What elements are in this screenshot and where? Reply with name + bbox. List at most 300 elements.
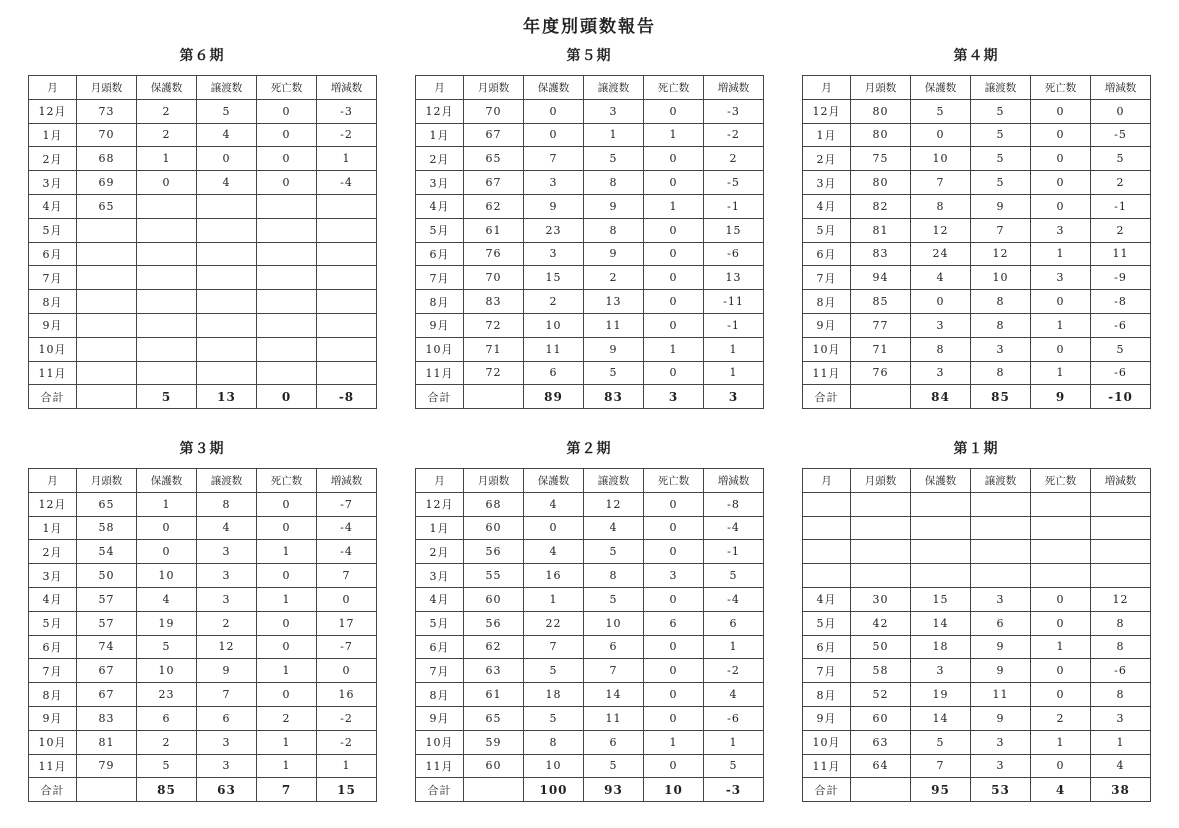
value-cell: -11: [704, 290, 764, 314]
value-cell: 3: [524, 171, 584, 195]
table-row: [416, 659, 764, 683]
table-row: [803, 730, 1151, 754]
month-cell: 2月: [29, 147, 77, 171]
value-cell: 65: [77, 492, 137, 516]
value-cell: 71: [851, 337, 911, 361]
table-row: [29, 123, 377, 147]
value-cell: [197, 242, 257, 266]
month-cell: 4月: [29, 194, 77, 218]
value-cell: 24: [911, 242, 971, 266]
value-cell: [77, 313, 137, 337]
value-cell: [971, 516, 1031, 540]
column-header: 保護数: [137, 76, 197, 100]
value-cell: 5: [1091, 337, 1151, 361]
month-cell: 10月: [803, 730, 851, 754]
period-title: 第５期: [566, 48, 612, 64]
value-cell: 1: [257, 540, 317, 564]
value-cell: 74: [77, 635, 137, 659]
value-cell: 79: [77, 754, 137, 778]
value-cell: 5: [524, 706, 584, 730]
table-row: [416, 611, 764, 635]
value-cell: 0: [317, 659, 377, 683]
value-cell: [197, 290, 257, 314]
value-cell: 3: [197, 730, 257, 754]
value-cell: 8: [1091, 635, 1151, 659]
value-cell: -5: [1091, 123, 1151, 147]
month-cell: 6月: [803, 242, 851, 266]
value-cell: 56: [464, 540, 524, 564]
value-cell: 12: [971, 242, 1031, 266]
column-header: 死亡数: [644, 469, 704, 493]
value-cell: 73: [77, 99, 137, 123]
value-cell: -6: [1091, 313, 1151, 337]
table-row: [29, 290, 377, 314]
month-cell: 10月: [416, 730, 464, 754]
value-cell: 0: [644, 313, 704, 337]
value-cell: 0: [257, 147, 317, 171]
value-cell: [1091, 492, 1151, 516]
page-title: 年度別頭数報告: [523, 17, 656, 37]
month-cell: 6月: [803, 635, 851, 659]
value-cell: 2: [137, 99, 197, 123]
value-cell: [317, 266, 377, 290]
value-cell: -4: [317, 540, 377, 564]
value-cell: 2: [524, 290, 584, 314]
table-row: [416, 147, 764, 171]
value-cell: [77, 242, 137, 266]
value-cell: 4: [524, 492, 584, 516]
value-cell: 62: [464, 194, 524, 218]
value-cell: 0: [524, 123, 584, 147]
month-cell: 11月: [29, 361, 77, 385]
value-cell: -4: [317, 516, 377, 540]
table-row: [803, 337, 1151, 361]
value-cell: -1: [1091, 194, 1151, 218]
value-cell: -2: [317, 730, 377, 754]
value-cell: 9: [584, 242, 644, 266]
month-cell: 1月: [29, 516, 77, 540]
month-cell: 7月: [803, 266, 851, 290]
table-row: [416, 516, 764, 540]
value-cell: 72: [464, 313, 524, 337]
value-cell: 10: [137, 659, 197, 683]
period-title: 第４期: [953, 48, 999, 64]
column-header: 譲渡数: [197, 469, 257, 493]
value-cell: -2: [704, 659, 764, 683]
value-cell: 4: [524, 540, 584, 564]
value-cell: 3: [197, 564, 257, 588]
value-cell: 8: [584, 218, 644, 242]
total-row: [416, 778, 764, 802]
month-cell: 10月: [416, 337, 464, 361]
month-cell: 6月: [29, 635, 77, 659]
month-cell: 3月: [803, 171, 851, 195]
month-cell: 11月: [803, 754, 851, 778]
column-header: 死亡数: [257, 76, 317, 100]
column-header: 月: [416, 76, 464, 100]
value-cell: 6: [137, 706, 197, 730]
total-cell: 7: [257, 778, 317, 802]
value-cell: 14: [911, 706, 971, 730]
total-label: 合計: [416, 385, 464, 409]
table-row: [416, 337, 764, 361]
value-cell: 1: [1031, 361, 1091, 385]
value-cell: 72: [464, 361, 524, 385]
value-cell: 30: [851, 587, 911, 611]
value-cell: 77: [851, 313, 911, 337]
month-cell: [803, 564, 851, 588]
month-cell: [803, 540, 851, 564]
value-cell: 1: [644, 730, 704, 754]
value-cell: [1091, 516, 1151, 540]
period-block: [802, 46, 1150, 409]
total-cell: 38: [1091, 778, 1151, 802]
value-cell: 0: [257, 492, 317, 516]
month-cell: 4月: [803, 587, 851, 611]
value-cell: 67: [77, 683, 137, 707]
value-cell: 0: [1031, 587, 1091, 611]
total-row: [803, 385, 1151, 409]
value-cell: [137, 290, 197, 314]
value-cell: 8: [911, 337, 971, 361]
period-block: [415, 46, 763, 409]
period-title: 第３期: [179, 441, 225, 457]
value-cell: [317, 194, 377, 218]
value-cell: 5: [971, 99, 1031, 123]
column-header: 月: [29, 469, 77, 493]
month-cell: 1月: [416, 516, 464, 540]
value-cell: 0: [137, 516, 197, 540]
value-cell: [77, 290, 137, 314]
value-cell: 0: [257, 123, 317, 147]
month-cell: 9月: [29, 313, 77, 337]
table-row: [416, 540, 764, 564]
column-header: 譲渡数: [197, 76, 257, 100]
value-cell: 4: [137, 587, 197, 611]
value-cell: [971, 492, 1031, 516]
value-cell: 2: [257, 706, 317, 730]
value-cell: 11: [971, 683, 1031, 707]
value-cell: [851, 540, 911, 564]
header-row: [416, 76, 764, 100]
value-cell: 1: [257, 587, 317, 611]
value-cell: [257, 290, 317, 314]
value-cell: 63: [851, 730, 911, 754]
value-cell: 11: [584, 313, 644, 337]
value-cell: [851, 564, 911, 588]
total-cell: 15: [317, 778, 377, 802]
month-cell: 7月: [803, 659, 851, 683]
value-cell: 0: [137, 540, 197, 564]
value-cell: 9: [197, 659, 257, 683]
value-cell: [77, 218, 137, 242]
value-cell: 8: [911, 194, 971, 218]
total-row: [416, 385, 764, 409]
table-row: [29, 194, 377, 218]
value-cell: 50: [77, 564, 137, 588]
total-label: 合計: [29, 778, 77, 802]
value-cell: 0: [257, 516, 317, 540]
value-cell: [197, 313, 257, 337]
table-row: [29, 730, 377, 754]
value-cell: -7: [317, 492, 377, 516]
value-cell: [851, 492, 911, 516]
value-cell: 55: [464, 564, 524, 588]
value-cell: 67: [464, 171, 524, 195]
value-cell: 0: [644, 516, 704, 540]
total-cell: 0: [257, 385, 317, 409]
value-cell: 1: [137, 147, 197, 171]
value-cell: 3: [971, 730, 1031, 754]
value-cell: 3: [1031, 218, 1091, 242]
value-cell: 0: [1031, 147, 1091, 171]
month-cell: 8月: [29, 290, 77, 314]
month-cell: 2月: [416, 540, 464, 564]
month-cell: 12月: [803, 99, 851, 123]
total-cell: 89: [524, 385, 584, 409]
value-cell: 9: [524, 194, 584, 218]
value-cell: 56: [464, 611, 524, 635]
value-cell: 15: [704, 218, 764, 242]
value-cell: 19: [911, 683, 971, 707]
column-header: 月頭数: [77, 469, 137, 493]
column-header: 譲渡数: [584, 76, 644, 100]
value-cell: 6: [197, 706, 257, 730]
value-cell: 8: [1091, 611, 1151, 635]
value-cell: 75: [851, 147, 911, 171]
value-cell: 65: [77, 194, 137, 218]
month-cell: 6月: [416, 242, 464, 266]
value-cell: [1091, 564, 1151, 588]
value-cell: 16: [317, 683, 377, 707]
value-cell: 0: [644, 706, 704, 730]
value-cell: -4: [704, 516, 764, 540]
table-row: [416, 635, 764, 659]
month-cell: 2月: [803, 147, 851, 171]
table-row: [803, 706, 1151, 730]
value-cell: -6: [704, 706, 764, 730]
total-label: 合計: [803, 385, 851, 409]
value-cell: 5: [137, 635, 197, 659]
value-cell: [197, 361, 257, 385]
period-block: [28, 439, 376, 802]
header-row: [416, 469, 764, 493]
value-cell: 3: [1031, 266, 1091, 290]
value-cell: 57: [77, 587, 137, 611]
report-table: [415, 75, 764, 409]
value-cell: [77, 266, 137, 290]
value-cell: 4: [197, 123, 257, 147]
table-row: [416, 587, 764, 611]
period-block: [802, 439, 1150, 802]
total-cell: [464, 778, 524, 802]
value-cell: 1: [1031, 242, 1091, 266]
column-header: 死亡数: [257, 469, 317, 493]
table-row: [416, 266, 764, 290]
value-cell: 70: [464, 99, 524, 123]
value-cell: 7: [524, 635, 584, 659]
column-header: 死亡数: [644, 76, 704, 100]
value-cell: [77, 361, 137, 385]
month-cell: 4月: [416, 194, 464, 218]
value-cell: 0: [257, 171, 317, 195]
value-cell: 5: [971, 147, 1031, 171]
value-cell: 0: [644, 540, 704, 564]
total-cell: [464, 385, 524, 409]
value-cell: [197, 194, 257, 218]
table-row: [803, 361, 1151, 385]
value-cell: 0: [257, 99, 317, 123]
value-cell: [137, 242, 197, 266]
total-cell: -8: [317, 385, 377, 409]
value-cell: [1031, 540, 1091, 564]
month-cell: 1月: [803, 123, 851, 147]
value-cell: 23: [524, 218, 584, 242]
total-cell: 9: [1031, 385, 1091, 409]
value-cell: 5: [971, 123, 1031, 147]
total-row: [803, 778, 1151, 802]
month-cell: 5月: [803, 611, 851, 635]
table-row: [416, 313, 764, 337]
total-cell: 85: [971, 385, 1031, 409]
month-cell: 5月: [416, 218, 464, 242]
value-cell: 13: [704, 266, 764, 290]
month-cell: 8月: [803, 290, 851, 314]
table-row: [29, 564, 377, 588]
report-table: [802, 468, 1151, 802]
value-cell: 4: [197, 171, 257, 195]
table-row: [416, 492, 764, 516]
column-header: 増減数: [317, 469, 377, 493]
header-row: [803, 76, 1151, 100]
value-cell: 3: [971, 337, 1031, 361]
table-row: [803, 171, 1151, 195]
value-cell: [911, 540, 971, 564]
month-cell: 10月: [29, 337, 77, 361]
table-row: [803, 123, 1151, 147]
month-cell: 12月: [29, 99, 77, 123]
report-table: [28, 468, 377, 802]
value-cell: 12: [911, 218, 971, 242]
table-row: [803, 540, 1151, 564]
table-row: [416, 706, 764, 730]
total-cell: 13: [197, 385, 257, 409]
value-cell: 10: [584, 611, 644, 635]
value-cell: 7: [524, 147, 584, 171]
value-cell: -3: [317, 99, 377, 123]
value-cell: [257, 218, 317, 242]
value-cell: 85: [851, 290, 911, 314]
total-cell: [77, 778, 137, 802]
value-cell: 64: [851, 754, 911, 778]
value-cell: 1: [704, 730, 764, 754]
value-cell: 7: [197, 683, 257, 707]
value-cell: 6: [584, 635, 644, 659]
month-cell: 5月: [29, 611, 77, 635]
value-cell: 5: [911, 99, 971, 123]
month-cell: 7月: [416, 266, 464, 290]
value-cell: [317, 242, 377, 266]
value-cell: 0: [644, 147, 704, 171]
value-cell: 8: [524, 730, 584, 754]
value-cell: 22: [524, 611, 584, 635]
value-cell: 3: [911, 361, 971, 385]
value-cell: -2: [704, 123, 764, 147]
column-header: 死亡数: [1031, 76, 1091, 100]
total-cell: -3: [704, 778, 764, 802]
column-header: 月頭数: [464, 469, 524, 493]
value-cell: [137, 266, 197, 290]
period-block: [28, 46, 376, 409]
month-cell: 5月: [416, 611, 464, 635]
table-row: [416, 99, 764, 123]
value-cell: 3: [524, 242, 584, 266]
column-header: 譲渡数: [971, 469, 1031, 493]
value-cell: 1: [1091, 730, 1151, 754]
value-cell: [137, 337, 197, 361]
column-header: 保護数: [911, 76, 971, 100]
value-cell: 80: [851, 123, 911, 147]
value-cell: [317, 218, 377, 242]
table-row: [416, 683, 764, 707]
month-cell: 5月: [29, 218, 77, 242]
value-cell: 58: [77, 516, 137, 540]
value-cell: 4: [704, 683, 764, 707]
month-cell: 10月: [803, 337, 851, 361]
table-row: [803, 659, 1151, 683]
value-cell: 0: [137, 171, 197, 195]
value-cell: 2: [197, 611, 257, 635]
month-cell: 8月: [29, 683, 77, 707]
column-header: 月頭数: [851, 76, 911, 100]
column-header: 月頭数: [77, 76, 137, 100]
value-cell: 82: [851, 194, 911, 218]
value-cell: 6: [524, 361, 584, 385]
value-cell: 60: [464, 754, 524, 778]
value-cell: 0: [1091, 99, 1151, 123]
value-cell: [911, 516, 971, 540]
table-row: [803, 564, 1151, 588]
month-cell: 11月: [416, 361, 464, 385]
value-cell: 3: [197, 587, 257, 611]
total-row: [29, 385, 377, 409]
value-cell: -9: [1091, 266, 1151, 290]
value-cell: 1: [704, 635, 764, 659]
value-cell: 0: [1031, 99, 1091, 123]
table-row: [803, 290, 1151, 314]
month-cell: 9月: [416, 706, 464, 730]
total-cell: [851, 778, 911, 802]
value-cell: [77, 337, 137, 361]
value-cell: [257, 361, 317, 385]
table-row: [29, 171, 377, 195]
value-cell: 4: [584, 516, 644, 540]
value-cell: 9: [971, 706, 1031, 730]
value-cell: 0: [1031, 683, 1091, 707]
value-cell: -2: [317, 123, 377, 147]
table-row: [29, 540, 377, 564]
value-cell: 52: [851, 683, 911, 707]
value-cell: 8: [971, 361, 1031, 385]
table-row: [803, 147, 1151, 171]
value-cell: 0: [1031, 337, 1091, 361]
month-cell: 6月: [29, 242, 77, 266]
value-cell: 7: [317, 564, 377, 588]
value-cell: 11: [524, 337, 584, 361]
value-cell: 62: [464, 635, 524, 659]
value-cell: 7: [911, 754, 971, 778]
value-cell: 12: [1091, 587, 1151, 611]
